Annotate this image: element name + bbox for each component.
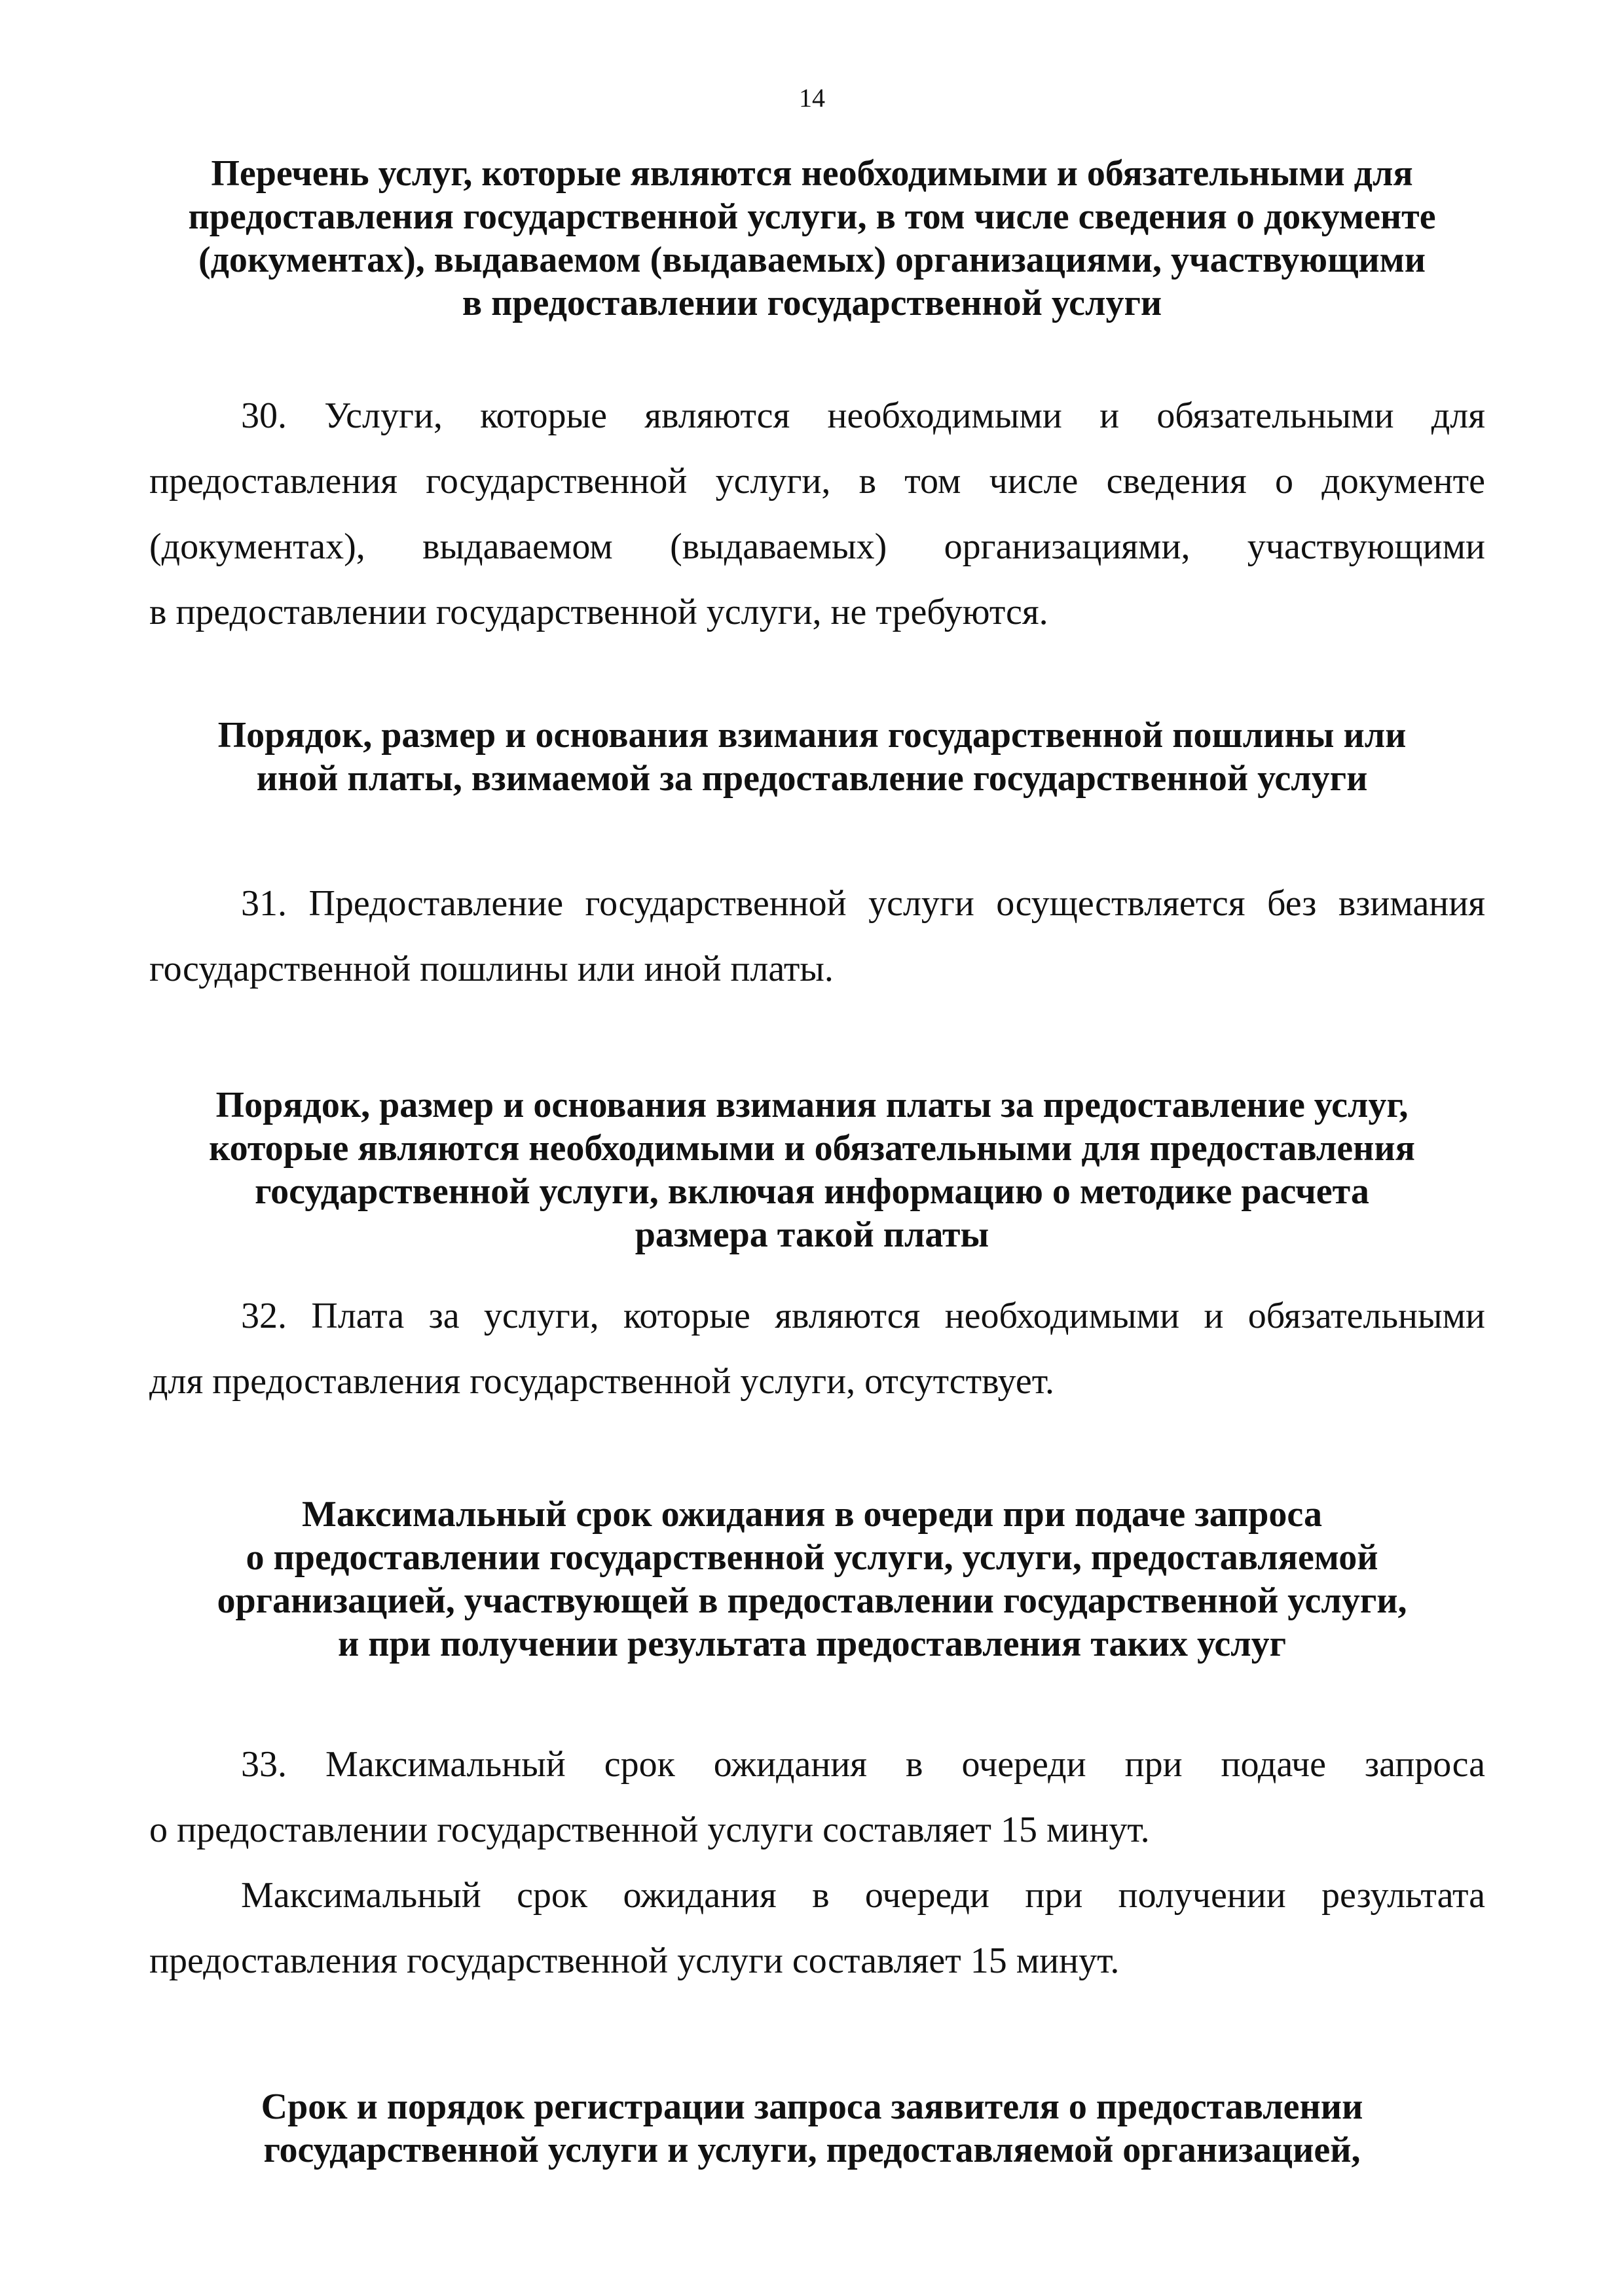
paragraph-line: (документах), выдаваемом (выдаваемых) организациями, участвующими [149,526,1485,567]
heading-line: которые являются необходимыми и обязательными для предоставления [209,1128,1415,1169]
paragraph-line: 33. Максимальный срок ожидания в очереди при подаче запроса [241,1744,1485,1785]
heading-line: (документах), выдаваемом (выдаваемых) организациями, участвующими [198,240,1426,280]
heading-line: Максимальный срок ожидания в очереди при подаче запроса [302,1494,1322,1535]
paragraph-line: для предоставления государственной услуги, отсутствует. [149,1361,1055,1402]
paragraph-line: предоставления государственной услуги, в том числе сведения о документе [149,461,1485,501]
heading-line: о предоставлении государственной услуги, услуги, предоставляемой [246,1537,1378,1578]
paragraph-33 [149,1732,1485,1863]
heading-line: организацией, участвующей в предоставлении государственной услуги, [217,1580,1407,1621]
paragraph-line: о предоставлении государственной услуги составляет 15 минут. [149,1810,1150,1850]
heading-line: в предоставлении государственной услуги [462,283,1162,323]
section-heading-state-fee [131,714,1493,800]
paragraph-32 [149,1283,1485,1414]
section-heading-registration [131,2085,1493,2172]
section-heading-waiting-time [131,1493,1493,1666]
heading-line: государственной услуги и услуги, предоставляемой организацией, [263,2130,1361,2170]
paragraph-line: 32. Плата за услуги, которые являются необходимыми и обязательными [241,1296,1485,1336]
paragraph-line: 30. Услуги, которые являются необходимыми и обязательными для [241,395,1485,436]
section-heading-services-list [131,152,1493,325]
heading-line: Порядок, размер и основания взимания государственной пошлины или [217,715,1407,756]
paragraph-33-continued [149,1863,1485,1994]
heading-line: Порядок, размер и основания взимания платы за предоставление услуг, [215,1085,1409,1125]
page-number: 14 [799,83,825,113]
paragraph-30 [149,383,1485,645]
paragraph-line: в предоставлении государственной услуги, не требуются. [149,592,1048,632]
heading-line: предоставления государственной услуги, в том числе сведения о документе [188,196,1436,237]
paragraph-line: предоставления государственной услуги составляет 15 минут. [149,1941,1120,1981]
heading-line: и при получении результата предоставления таких услуг [337,1624,1287,1664]
paragraph-line: Максимальный срок ожидания в очереди при получении результата [241,1875,1485,1916]
paragraph-31 [149,871,1485,1002]
section-heading-payment-for-services [131,1084,1493,1256]
heading-line: Перечень услуг, которые являются необходимыми и обязательными для [211,153,1413,194]
paragraph-line: государственной пошлины или иной платы. [149,949,834,989]
heading-line: Срок и порядок регистрации запроса заявителя о предоставлении [261,2086,1363,2127]
heading-line: государственной услуги, включая информацию о методике расчета [255,1171,1369,1212]
heading-line: размера такой платы [635,1214,989,1255]
paragraph-line: 31. Предоставление государственной услуги осуществляется без взимания [241,883,1485,924]
heading-line: иной платы, взимаемой за предоставление государственной услуги [256,758,1368,799]
